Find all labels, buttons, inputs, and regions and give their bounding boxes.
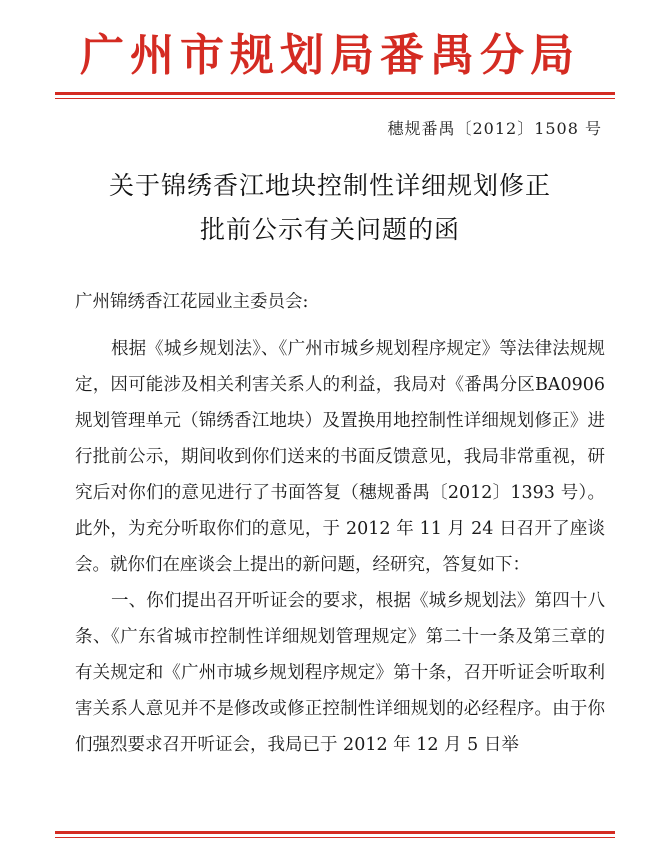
document-body bbox=[75, 284, 605, 763]
letterhead-divider-thick bbox=[55, 92, 615, 95]
salutation: 广州锦绣香江花园业主委员会: bbox=[75, 292, 309, 312]
body-paragraph-1: 根据《城乡规划法》、《广州市城乡规划程序规定》等法律法规规定，因可能涉及相关利害关系人的利益，我局对《番禺分区BA0906规划管理单元（锦绣香江地块）及置换用地控制性详细规划修正》进行批前公示，期间收到你们送来的书面反馈意见，我局非常重视，研究后对你们的意见进行了书面答复（穗规番禺〔2012〕1393 号）。此外，为充分听取你们的意见，于 2012 年 11 月 24 日召开了座谈会。就你们在座谈会上提出的新问题，经研究，答复如下： bbox=[75, 339, 605, 575]
document-number: 穗规番禺〔2012〕1508 号 bbox=[387, 119, 602, 138]
footer-divider-thin bbox=[55, 837, 615, 838]
letterhead-divider-thin bbox=[55, 98, 615, 99]
document-title-line-2: 批前公示有关问题的函 bbox=[199, 215, 460, 244]
letterhead-org-name: 广州市规划局番禺分局 bbox=[80, 30, 580, 81]
document-title-line-1: 关于锦绣香江地块控制性详细规划修正 bbox=[108, 171, 551, 200]
footer-divider-thick bbox=[55, 831, 615, 834]
body-paragraph-2: 一、你们提出召开听证会的要求，根据《城乡规划法》第四十八条、《广东省城市控制性详细规划管理规定》第二十一条及第三章的有关规定和《广州市城乡规划程序规定》第十条，召开听证会听取利害关系人意见并不是修改或修正控制性详细规划的必经程序。由于你们强烈要求召开听证会，我局已于 2012 年 12 月 5 日举 bbox=[75, 591, 605, 755]
